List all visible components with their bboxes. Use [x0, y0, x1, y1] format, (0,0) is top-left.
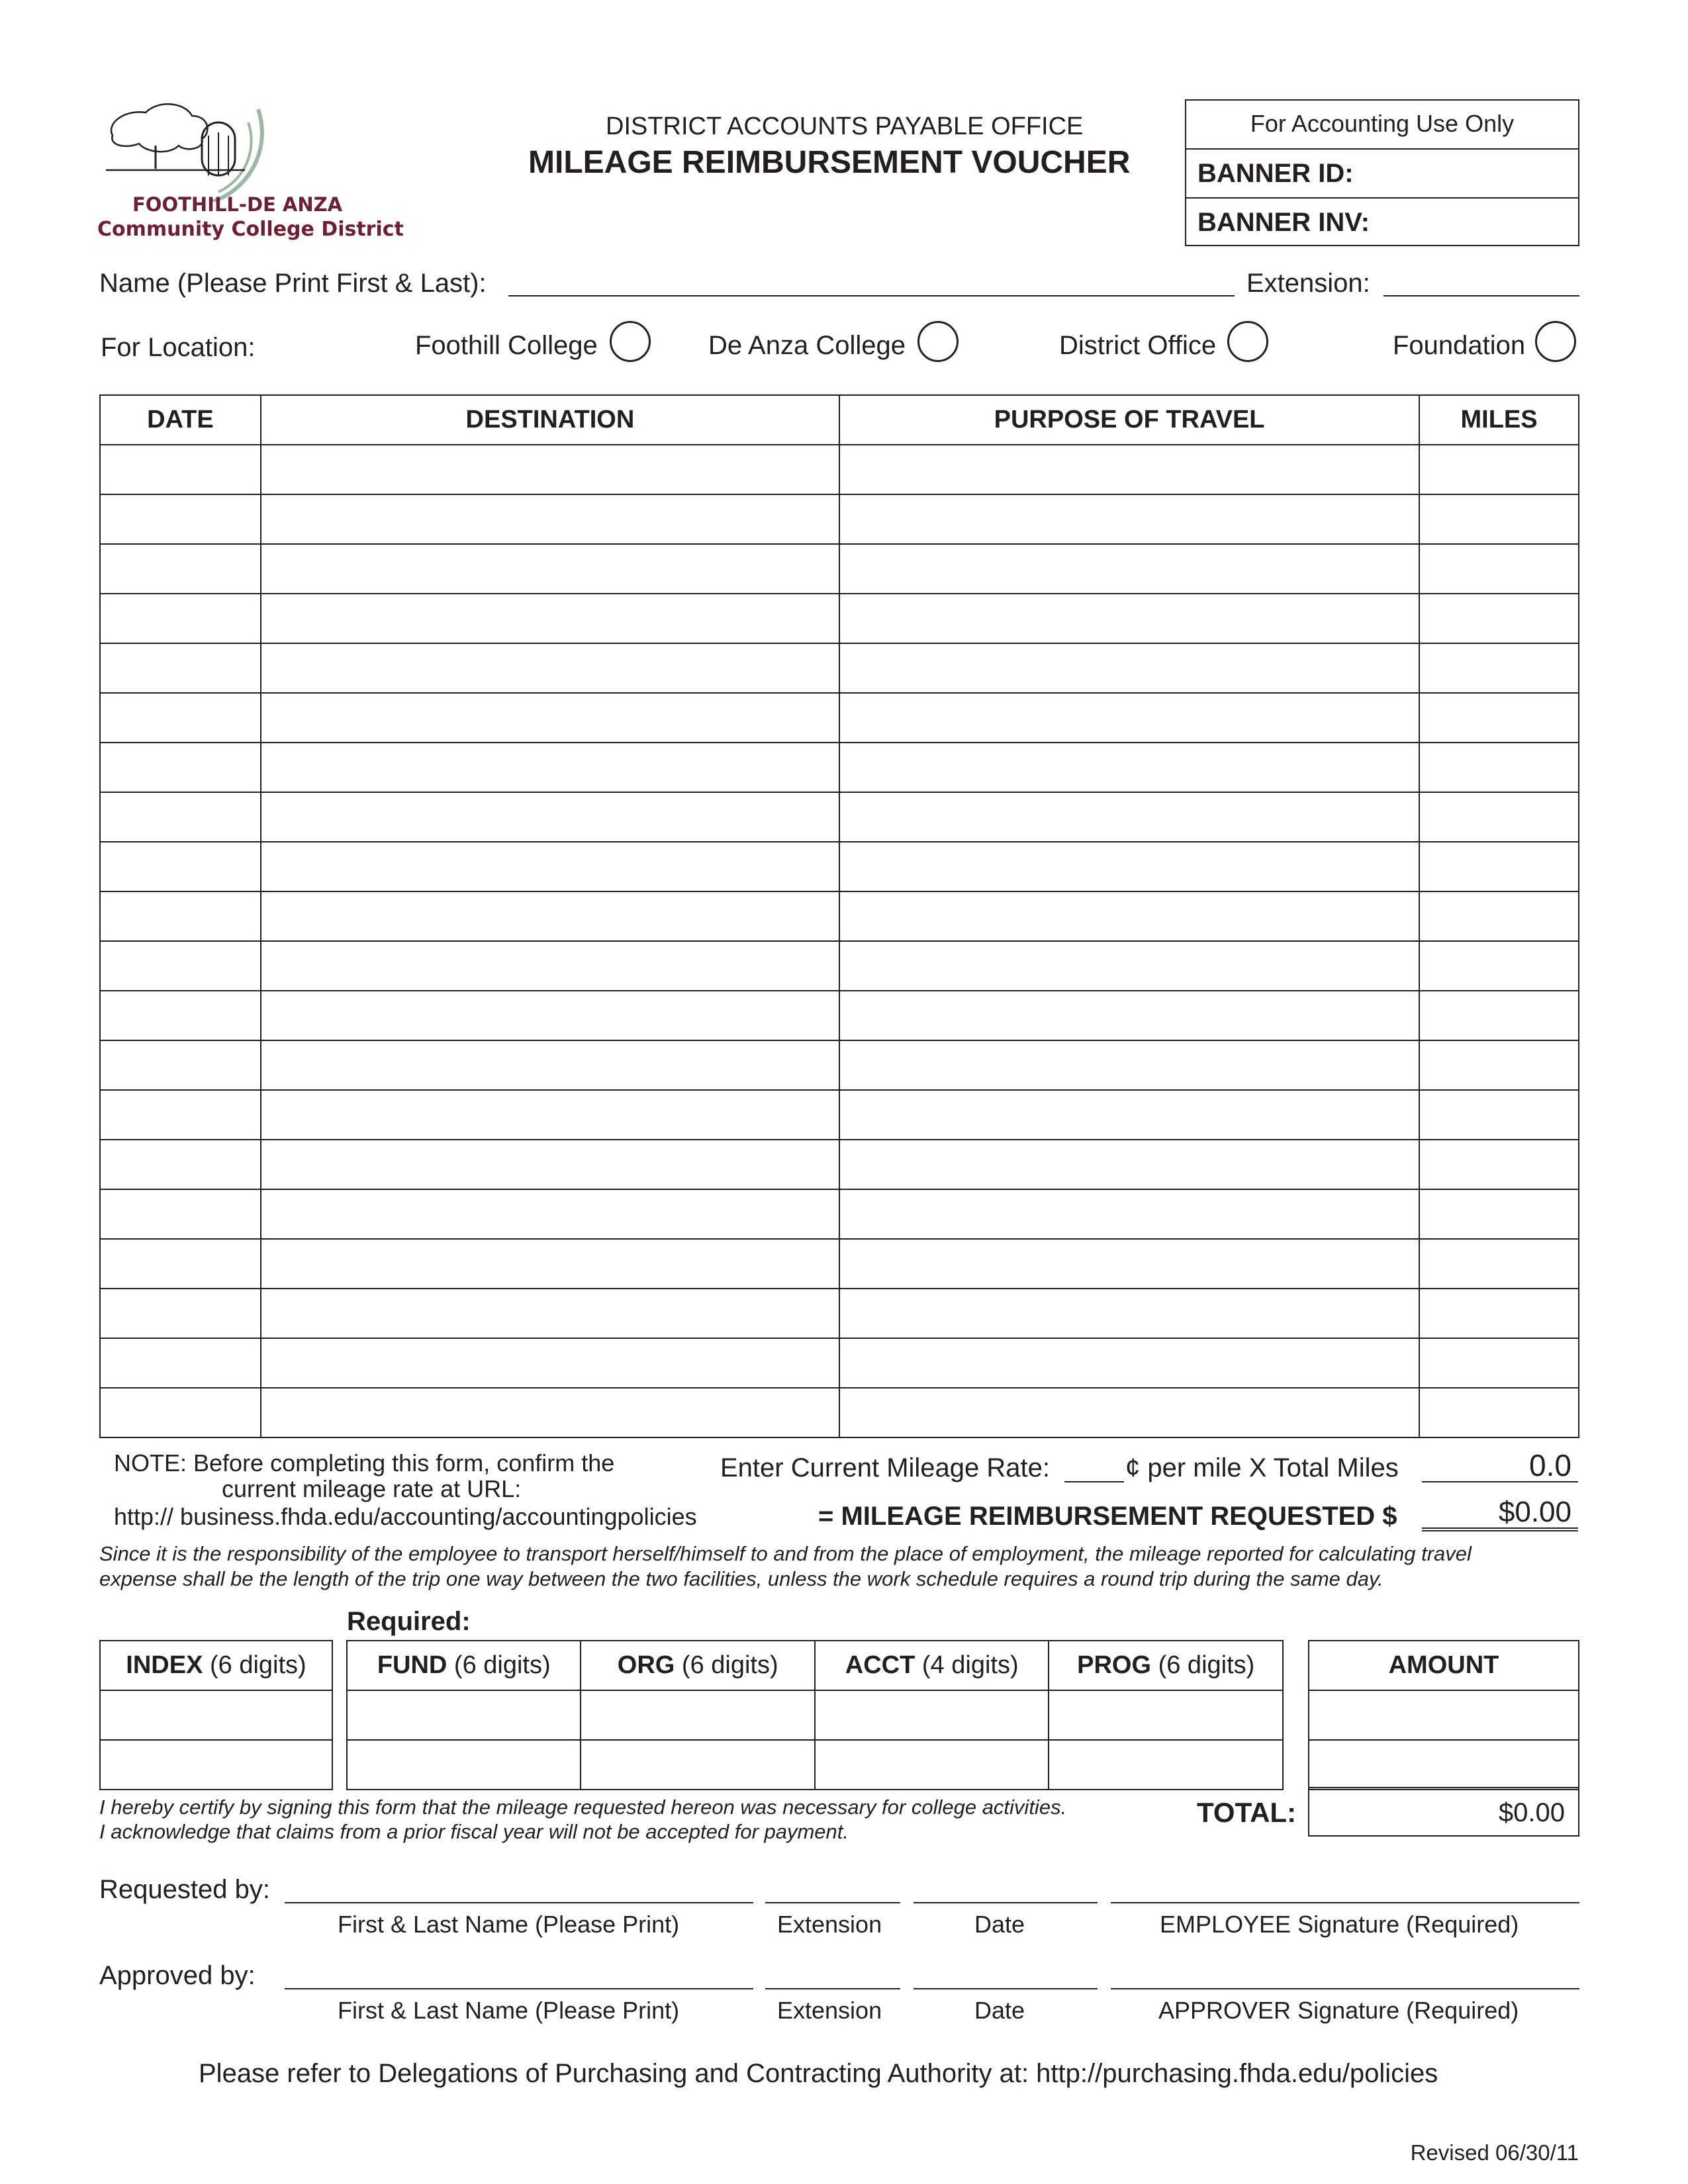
date-cell[interactable] — [100, 594, 261, 643]
index-cell[interactable] — [100, 1690, 332, 1740]
destination-cell[interactable] — [261, 991, 839, 1040]
destination-cell[interactable] — [261, 842, 839, 891]
total-miles-value: 0.0 — [1529, 1448, 1571, 1482]
index-cell[interactable] — [100, 1740, 332, 1790]
coding-table — [346, 1640, 1284, 1790]
miles-cell[interactable] — [1419, 544, 1579, 594]
date-cell[interactable] — [100, 842, 261, 891]
destination-cell[interactable] — [261, 544, 839, 594]
travel-header-row — [100, 395, 1579, 445]
delegation-note: Please refer to Delegations of Purchasing and Contracting Authority at: http://purchasing.fhda.edu/policies — [199, 2059, 1438, 2088]
date-cell[interactable] — [100, 743, 261, 792]
travel-row — [100, 842, 1579, 891]
prog-cell[interactable] — [1049, 1740, 1283, 1790]
fund-header: FUND (6 digits) — [347, 1641, 581, 1690]
miles-cell[interactable] — [1419, 941, 1579, 991]
purpose-cell[interactable] — [839, 891, 1419, 941]
travel-row — [100, 445, 1579, 494]
district-logo — [93, 96, 291, 202]
purpose-cell[interactable] — [839, 693, 1419, 743]
prog-cell[interactable] — [1049, 1690, 1283, 1740]
policy-line1: Since it is the responsibility of the employee to transport herself/himself to and from the place of employment, the mileage reported for calculating travel — [99, 1542, 1472, 1565]
miles-cell[interactable] — [1419, 445, 1579, 494]
date-cell[interactable] — [100, 1388, 261, 1437]
miles-cell[interactable] — [1419, 891, 1579, 941]
miles-cell[interactable] — [1419, 1140, 1579, 1189]
purpose-cell[interactable] — [839, 1289, 1419, 1338]
travel-row — [100, 792, 1579, 842]
approver-signature-caption: APPROVER Signature (Required) — [1158, 1997, 1519, 2024]
accounting-use-box — [1185, 99, 1579, 246]
travel-row — [100, 1388, 1579, 1437]
rate-field[interactable] — [1064, 1453, 1124, 1482]
purpose-cell[interactable] — [839, 445, 1419, 494]
miles-cell[interactable] — [1419, 1239, 1579, 1289]
date-cell[interactable] — [100, 1189, 261, 1239]
employee-signature-caption: EMPLOYEE Signature (Required) — [1160, 1911, 1519, 1938]
reimbursement-field[interactable] — [1422, 1497, 1578, 1531]
total-value: $0.00 — [1498, 1798, 1565, 1827]
note-url: http:// business.fhda.edu/accounting/accountingpolicies — [114, 1503, 697, 1530]
col-destination: DESTINATION — [261, 395, 839, 445]
destination-cell[interactable] — [261, 693, 839, 743]
purpose-cell[interactable] — [839, 594, 1419, 643]
destination-cell[interactable] — [261, 1338, 839, 1388]
per-mile-label: ¢ per mile X Total Miles — [1125, 1453, 1399, 1482]
travel-table — [99, 394, 1579, 1438]
requester-date-field[interactable] — [914, 1873, 1098, 1903]
extension-label: Extension: — [1246, 269, 1370, 298]
date-cell[interactable] — [100, 1140, 261, 1189]
destination-cell[interactable] — [261, 941, 839, 991]
requester-name-field[interactable] — [285, 1873, 753, 1903]
amount-cell[interactable] — [1309, 1740, 1579, 1790]
destination-cell[interactable] — [261, 643, 839, 693]
rate-label: Enter Current Mileage Rate: — [720, 1453, 1051, 1482]
org-header: ORG (6 digits) — [581, 1641, 814, 1690]
travel-row — [100, 594, 1579, 643]
travel-row — [100, 1239, 1579, 1289]
acct-cell[interactable] — [815, 1690, 1049, 1740]
col-date: DATE — [100, 395, 261, 445]
date-cell[interactable] — [100, 1289, 261, 1338]
travel-row — [100, 743, 1579, 792]
amount-header: AMOUNT — [1309, 1641, 1579, 1690]
total-label: TOTAL: — [1197, 1797, 1297, 1828]
destination-cell[interactable] — [261, 1289, 839, 1338]
requester-name-caption: First & Last Name (Please Print) — [338, 1911, 680, 1938]
travel-rows — [100, 445, 1579, 1437]
destination-cell[interactable] — [261, 1040, 839, 1090]
destination-cell[interactable] — [261, 594, 839, 643]
travel-row — [100, 1338, 1579, 1388]
requested-by-label: Requested by: — [99, 1875, 270, 1904]
approver-extension-caption: Extension — [777, 1997, 882, 2024]
destination-cell[interactable] — [261, 891, 839, 941]
travel-row — [100, 941, 1579, 991]
destination-cell[interactable] — [261, 445, 839, 494]
miles-cell[interactable] — [1419, 1388, 1579, 1437]
total-miles-field[interactable] — [1422, 1449, 1578, 1482]
miles-cell[interactable] — [1419, 1289, 1579, 1338]
destination-cell[interactable] — [261, 1189, 839, 1239]
location-option-foothill: Foothill College — [415, 331, 598, 360]
certify-line2: I acknowledge that claims from a prior fiscal year will not be accepted for payment. — [99, 1820, 849, 1843]
destination-cell[interactable] — [261, 1388, 839, 1437]
destination-cell[interactable] — [261, 743, 839, 792]
note-line1: NOTE: Before completing this form, confirm the — [114, 1449, 615, 1477]
banner-inv-label: BANNER INV: — [1197, 208, 1370, 237]
date-cell[interactable] — [100, 891, 261, 941]
org-cell[interactable] — [581, 1690, 814, 1740]
travel-row — [100, 891, 1579, 941]
purpose-cell[interactable] — [839, 743, 1419, 792]
miles-cell[interactable] — [1419, 594, 1579, 643]
name-label: Name (Please Print First & Last): — [99, 269, 487, 298]
date-cell[interactable] — [100, 1040, 261, 1090]
purpose-cell[interactable] — [839, 1388, 1419, 1437]
prog-header: PROG (6 digits) — [1049, 1641, 1283, 1690]
accounting-heading: For Accounting Use Only — [1250, 110, 1515, 137]
org-cell[interactable] — [581, 1740, 814, 1790]
miles-cell[interactable] — [1419, 842, 1579, 891]
approver-name-caption: First & Last Name (Please Print) — [338, 1997, 680, 2024]
total-box — [1308, 1787, 1579, 1837]
requester-extension-caption: Extension — [777, 1911, 882, 1938]
location-option-foundation: Foundation — [1393, 331, 1526, 360]
location-option-deanza: De Anza College — [708, 331, 906, 360]
amount-cell[interactable] — [1309, 1690, 1579, 1740]
purpose-cell[interactable] — [839, 643, 1419, 693]
purpose-cell[interactable] — [839, 792, 1419, 842]
miles-cell[interactable] — [1419, 1090, 1579, 1140]
required-label: Required: — [347, 1607, 471, 1636]
requester-date-caption: Date — [974, 1911, 1025, 1938]
approver-signature-field[interactable] — [1111, 1959, 1579, 1989]
miles-cell[interactable] — [1419, 1189, 1579, 1239]
purpose-cell[interactable] — [839, 1189, 1419, 1239]
travel-row — [100, 693, 1579, 743]
destination-cell[interactable] — [261, 1239, 839, 1289]
miles-cell[interactable] — [1419, 991, 1579, 1040]
travel-row — [100, 1090, 1579, 1140]
date-cell[interactable] — [100, 494, 261, 544]
miles-cell[interactable] — [1419, 494, 1579, 544]
miles-cell[interactable] — [1419, 792, 1579, 842]
fund-cell[interactable] — [347, 1740, 581, 1790]
col-purpose: PURPOSE OF TRAVEL — [839, 395, 1419, 445]
purpose-cell[interactable] — [839, 1239, 1419, 1289]
fund-cell[interactable] — [347, 1690, 581, 1740]
office-heading: DISTRICT ACCOUNTS PAYABLE OFFICE — [606, 113, 1084, 140]
approver-date-caption: Date — [974, 1997, 1025, 2024]
date-cell[interactable] — [100, 643, 261, 693]
date-cell[interactable] — [100, 1338, 261, 1388]
location-option-district: District Office — [1059, 331, 1217, 360]
travel-row — [100, 1289, 1579, 1338]
travel-row — [100, 1189, 1579, 1239]
destination-cell[interactable] — [261, 1140, 839, 1189]
miles-cell[interactable] — [1419, 693, 1579, 743]
reimbursement-value: $0.00 — [1498, 1496, 1571, 1528]
purpose-cell[interactable] — [839, 991, 1419, 1040]
purpose-cell[interactable] — [839, 842, 1419, 891]
travel-row — [100, 1040, 1579, 1090]
revised-date: Revised 06/30/11 — [1410, 2140, 1579, 2165]
logo-tree-arch-icon — [93, 96, 291, 202]
miles-cell[interactable] — [1419, 1040, 1579, 1090]
approver-name-field[interactable] — [285, 1959, 753, 1989]
destination-cell[interactable] — [261, 494, 839, 544]
date-cell[interactable] — [100, 941, 261, 991]
extension-field[interactable] — [1383, 265, 1579, 296]
policy-line2: expense shall be the length of the trip one way between the two facilities, unless the work schedule requires a round trip during the same day. — [99, 1567, 1383, 1590]
travel-row — [100, 991, 1579, 1040]
foundation-radio[interactable] — [1535, 321, 1576, 362]
page-title: MILEAGE REIMBURSEMENT VOUCHER — [528, 145, 1131, 180]
date-cell[interactable] — [100, 991, 261, 1040]
foothill-radio[interactable] — [610, 321, 651, 362]
acct-cell[interactable] — [815, 1740, 1049, 1790]
index-table — [99, 1640, 333, 1790]
banner-id-label: BANNER ID: — [1197, 159, 1354, 188]
date-cell[interactable] — [100, 1090, 261, 1140]
date-cell[interactable] — [100, 445, 261, 494]
purpose-cell[interactable] — [839, 1090, 1419, 1140]
miles-cell[interactable] — [1419, 643, 1579, 693]
travel-row — [100, 494, 1579, 544]
miles-cell[interactable] — [1419, 1338, 1579, 1388]
travel-row — [100, 1140, 1579, 1189]
name-field[interactable] — [508, 265, 1235, 296]
reimbursement-label: = MILEAGE REIMBURSEMENT REQUESTED $ — [818, 1502, 1397, 1531]
logo-line2: Community College District — [97, 218, 404, 241]
date-cell[interactable] — [100, 693, 261, 743]
logo-line1: FOOTHILL-DE ANZA — [132, 193, 343, 216]
col-miles: MILES — [1419, 395, 1579, 445]
district-office-radio[interactable] — [1227, 321, 1268, 362]
approver-extension-field[interactable] — [765, 1959, 900, 1989]
deanza-radio[interactable] — [917, 321, 959, 362]
destination-cell[interactable] — [261, 792, 839, 842]
miles-cell[interactable] — [1419, 743, 1579, 792]
location-label: For Location: — [101, 333, 256, 362]
purpose-cell[interactable] — [839, 1338, 1419, 1388]
purpose-cell[interactable] — [839, 1040, 1419, 1090]
travel-row — [100, 544, 1579, 594]
employee-signature-field[interactable] — [1111, 1873, 1579, 1903]
date-cell[interactable] — [100, 792, 261, 842]
certify-line1: I hereby certify by signing this form that the mileage requested hereon was necessary for college activities. — [99, 1796, 1067, 1819]
destination-cell[interactable] — [261, 1090, 839, 1140]
acct-header: ACCT (4 digits) — [815, 1641, 1049, 1690]
date-cell[interactable] — [100, 544, 261, 594]
purpose-cell[interactable] — [839, 494, 1419, 544]
date-cell[interactable] — [100, 1239, 261, 1289]
travel-row — [100, 643, 1579, 693]
approver-date-field[interactable] — [914, 1959, 1098, 1989]
approved-by-label: Approved by: — [99, 1961, 256, 1990]
note-line2: current mileage rate at URL: — [222, 1475, 522, 1502]
purpose-cell[interactable] — [839, 1140, 1419, 1189]
requester-extension-field[interactable] — [765, 1873, 900, 1903]
index-header: INDEX (6 digits) — [100, 1641, 332, 1690]
amount-table — [1308, 1640, 1579, 1790]
purpose-cell[interactable] — [839, 544, 1419, 594]
purpose-cell[interactable] — [839, 941, 1419, 991]
